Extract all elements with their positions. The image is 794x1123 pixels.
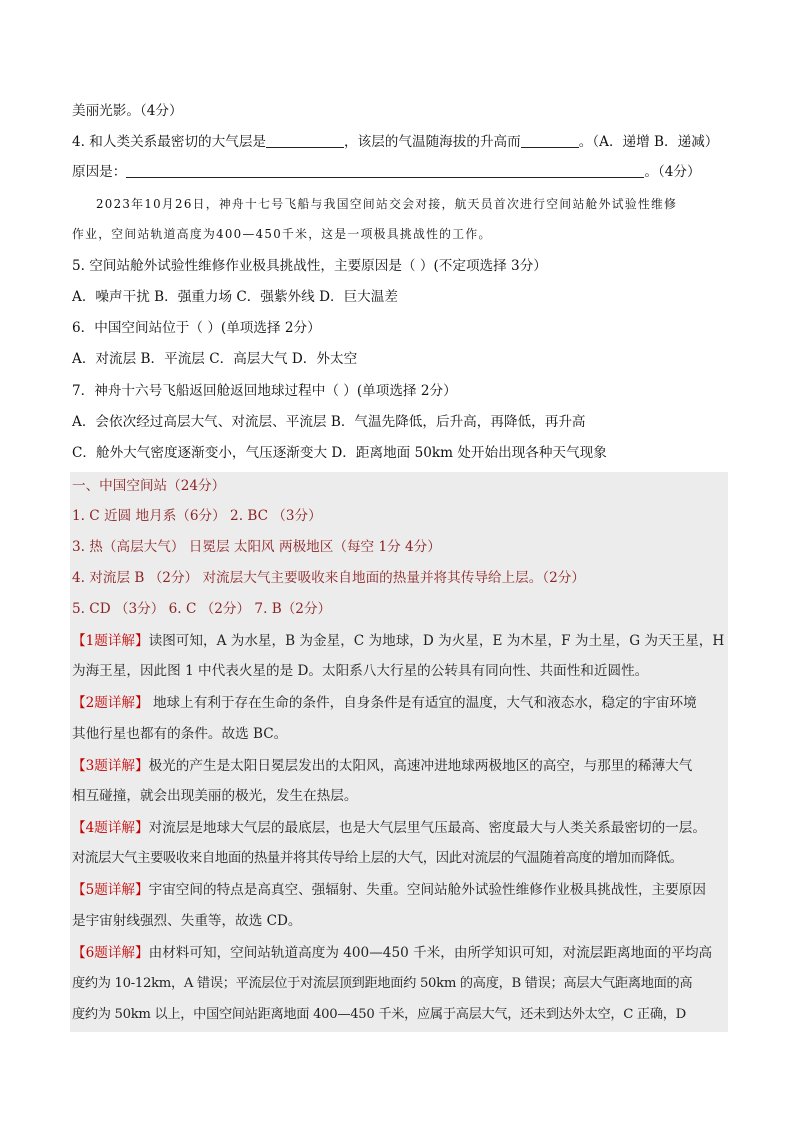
detail-1: 【1题详解】读图可知，A 为水星，B 为金星，C 为地球，D 为火星，E 为木星，F 为土星，G 为天王星，H — [72, 633, 725, 649]
question-7-options-2: C．舱外大气密度逐渐变小，气压逐渐变大 D．距离地面 50km 处开始出现各种天气现象 — [72, 445, 607, 461]
answer-5-7: 5. CD （3分） 6. C （2分） 7. B（2分） — [72, 601, 332, 617]
detail-4-line-2: 对流层大气主要吸收来自地面的热量并将其传导给上层的大气，因此对流层的气温随着高度的增加而降低。 — [72, 851, 683, 866]
detail-2-line-2: 其他行星也都有的条件。故选 BC。 — [72, 726, 288, 742]
detail-3: 【3题详解】极光的产生是太阳日冕层发出的太阳风，高速冲进地球两极地区的高空，与那里的稀薄大气 — [72, 758, 693, 774]
detail-5-line-2: 是宇宙射线强烈、失重等，故选 CD。 — [72, 913, 302, 929]
detail-4: 【4题详解】对流层是地球大气层的最底层，也是大气层里气压最高、密度最大与人类关系最密切的一层。 — [72, 820, 706, 836]
question-continuation: 美丽光影。（4分） — [72, 103, 183, 119]
question-7: 7．神舟十六号飞船返回舱返回地球过程中（ ）(单项选择 2分） — [72, 383, 457, 399]
detail-6-line-3: 度约为 50km 以上，中国空间站距离地面 400—450 千米，应属于高层大气，还未到达外太空，C 正确，D — [72, 1007, 686, 1022]
answer-3: 3. 热（高层大气） 日冕层 太阳风 两极地区（每空 1分 4分） — [72, 539, 441, 555]
answer-heading: 一、中国空间站（24分） — [72, 478, 226, 494]
detail-3-line-2: 相互碰撞，就会出现美丽的极光，发生在热层。 — [72, 788, 358, 804]
blank-1[interactable] — [266, 133, 344, 148]
question-4: 4. 和人类关系最密切的大气层是 ，该层的气温随海拔的升高而 。（A．递增 B．递减） — [72, 134, 719, 150]
question-5: 5. 空间站舱外试验性维修作业极具挑战性，主要原因是（ ）(不定项选择 3分） — [72, 258, 547, 274]
material-line-1: 2023年10月26日，神舟十七号飞船与我国空间站交会对接，航天员首次进行空间站舱外试验性维修 — [96, 197, 678, 211]
question-7-options-1: A．会依次经过高层大气、对流层、平流层 B．气温先降低，后升高，再降低，再升高 — [72, 414, 586, 430]
question-6-options: A．对流层 B．平流层 C．高层大气 D．外太空 — [72, 351, 358, 367]
blank-2[interactable] — [521, 133, 579, 148]
detail-5: 【5题详解】宇宙空间的特点是高真空、强辐射、失重。空间站舱外试验性维修作业极具挑战性，主要原因 — [72, 882, 706, 898]
material-line-2: 作业，空间站轨道高度为400—450千米，这是一项极具挑战性的工作。 — [72, 227, 492, 241]
reason-blank[interactable] — [126, 163, 644, 178]
detail-6-line-2: 度约为 10-12km，A 错误；平流层位于对流层顶到距地面约 50km 的高度，B 错误；高层大气距离地面的高 — [72, 976, 693, 991]
detail-2: 【2题详解】 地球上有利于存在生命的条件，自身条件是有适宜的温度，大气和液态水，稳定的宇宙环境 — [72, 695, 697, 711]
question-4-reason: 原因是： 。（4分） — [72, 164, 701, 180]
answer-4: 4. 对流层 B （2分） 对流层大气主要吸收来自地面的热量并将其传导给上层。（2分） — [72, 570, 585, 586]
answer-1-2: 1. C 近圆 地月系（6分） 2. BC （3分） — [72, 508, 322, 524]
question-5-options: A．噪声干扰 B．强重力场 C．强紫外线 D．巨大温差 — [72, 289, 398, 305]
detail-1-line-2: 为海王星，因此图 1 中代表火星的是 D。太阳系八大行星的公转具有同向性、共面性和近圆性。 — [72, 663, 649, 679]
detail-6: 【6题详解】由材料可知，空间站轨道高度为 400—450 千米，由所学知识可知，对流层距离地面的平均高 — [72, 945, 713, 961]
question-6: 6．中国空间站位于（ ）(单项选择 2分） — [72, 320, 321, 336]
